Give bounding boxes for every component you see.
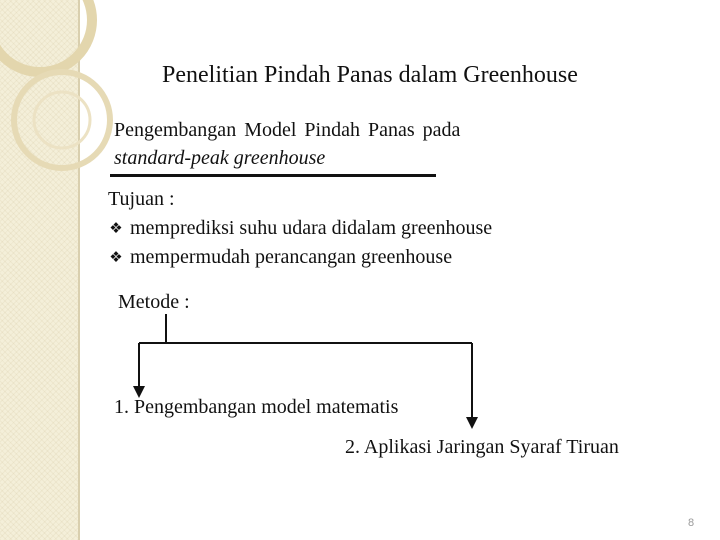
arrow-head-right — [466, 417, 478, 429]
diamond-bullet-icon: ❖ — [109, 248, 123, 266]
slide-title: Penelitian Pindah Panas dalam Greenhouse — [162, 62, 578, 88]
tujuan-label: Tujuan : — [108, 188, 175, 210]
bullet-text-2: mempermudah perancangan greenhouse — [130, 246, 453, 268]
bullet-text-1: memprediksi suhu udara didalam greenhouse — [130, 217, 493, 239]
metode-label: Metode : — [118, 291, 190, 313]
diamond-bullet-icon: ❖ — [109, 219, 123, 237]
page-number: 8 — [688, 517, 695, 529]
method-item-2: 2. Aplikasi Jaringan Syaraf Tiruan — [345, 436, 619, 458]
model-title-line1: Pengembangan Model Pindah Panas pada — [114, 119, 461, 141]
model-title-line2: standard-peak greenhouse — [114, 147, 326, 169]
method-item-1: 1. Pengembangan model matematis — [114, 396, 399, 418]
